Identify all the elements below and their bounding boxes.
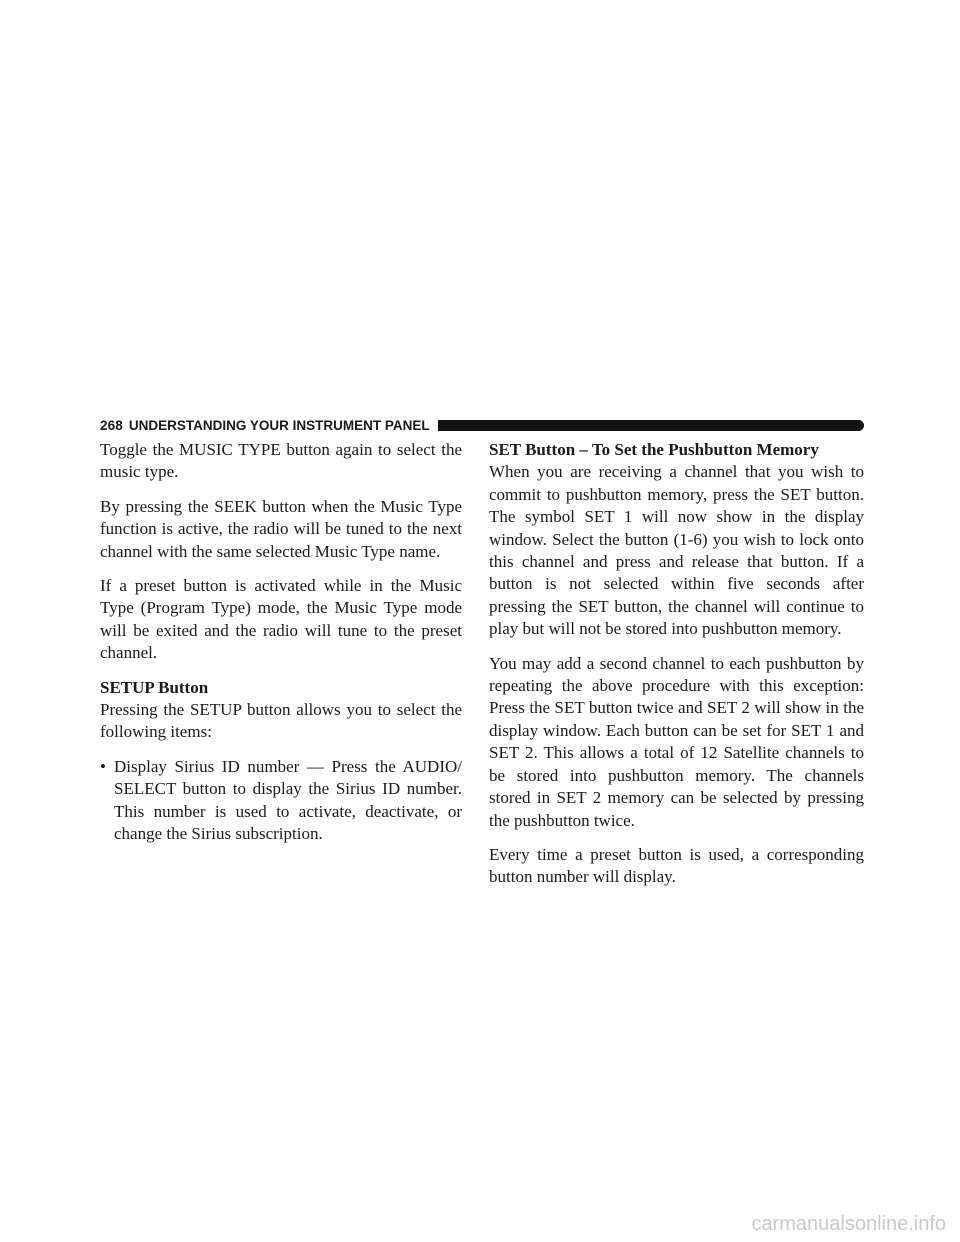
section-title: UNDERSTANDING YOUR INSTRUMENT PANEL bbox=[128, 417, 430, 433]
right-column bbox=[489, 439, 864, 901]
paragraph-preset-display: Every time a preset button is used, a corresponding button number will display. bbox=[489, 844, 864, 887]
bullet-mark: • bbox=[100, 756, 106, 776]
watermark: carmanualsonline.info bbox=[751, 1213, 946, 1235]
list-item bbox=[100, 756, 462, 846]
header-rule bbox=[438, 420, 864, 431]
heading-set-button: SET Button – To Set the Pushbutton Memory bbox=[489, 440, 819, 459]
heading-setup-button: SETUP Button bbox=[100, 677, 209, 697]
bullet-text-sirius-id: Display Sirius ID number — Press the AUDIO/ SELECT button to display the Sirius ID number. This number is used to activate, deactivate, or change the Sirius subscription. bbox=[114, 756, 462, 844]
page-number: 268 bbox=[100, 417, 123, 433]
paragraph-seek-button: By pressing the SEEK button when the Music Type function is active, the radio will be tuned to the next channel with the same selected Music Type name. bbox=[100, 496, 462, 561]
paragraph-preset-button: If a preset button is activated while in the Music Type (Program Type) mode, the Music Type mode will be exited and the radio will tune to the preset channel. bbox=[100, 576, 462, 663]
paragraph-set-memory: When you are receiving a channel that you wish to commit to pushbutton memory, press the SET button. The symbol SET 1 will now show in the display window. Select the button (1-6) you wish to lock onto this channel and press and release that button. If a button is not selected within five seconds after pressing the SET button, the channel will continue to play but will not be stored into pushbutton memory. bbox=[489, 462, 864, 639]
page-header bbox=[100, 416, 864, 434]
paragraph-setup-intro: Pressing the SETUP button allows you to select the following items: bbox=[100, 700, 462, 742]
paragraph-music-type-toggle: Toggle the MUSIC TYPE button again to select the music type. bbox=[100, 440, 462, 482]
left-column bbox=[100, 439, 462, 846]
paragraph-second-channel: You may add a second channel to each pushbutton by repeating the above procedure with this exception: Press the SET button twice and SET 2 will show in the display window. Each button can be set for SET 1 and SET 2. This allows a total of 12 Satellite channels to be stored into pushbutton memory. The channels stored in SET 2 memory can be selected by pressing the pushbutton twice. bbox=[489, 653, 864, 830]
